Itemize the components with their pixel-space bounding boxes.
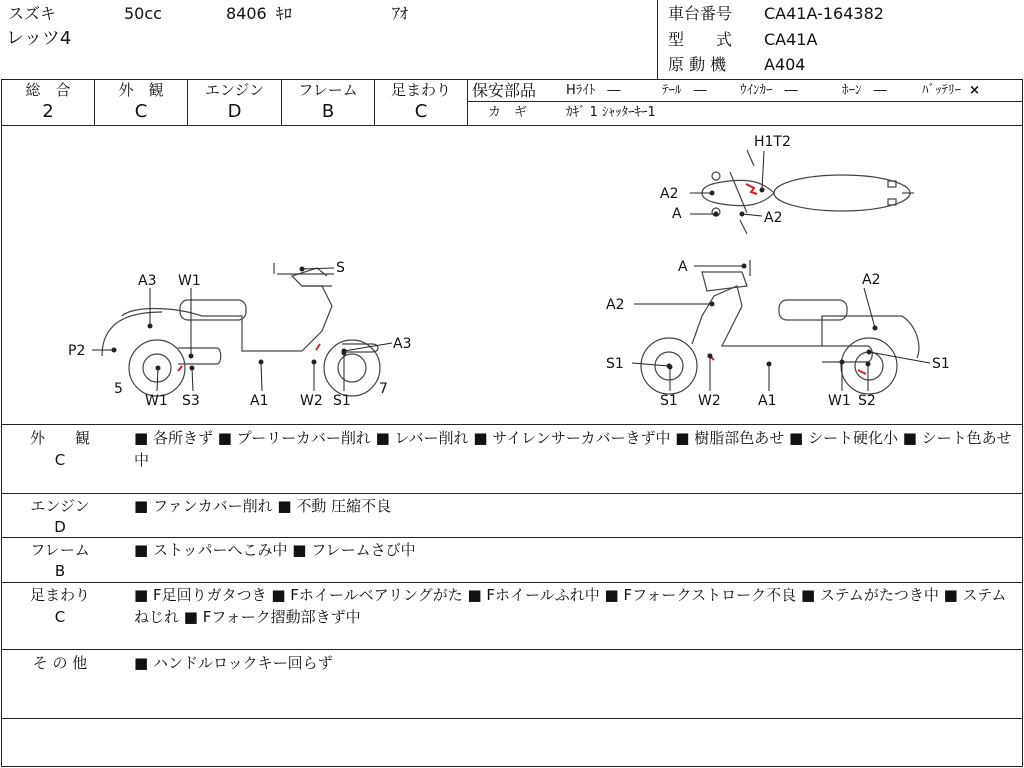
label-left-p2: P2 — [68, 343, 86, 359]
frame-no: CA41A-164382 — [764, 4, 884, 23]
mileage — [226, 4, 292, 24]
label-left-s1: S1 — [333, 393, 351, 409]
grade-engine-label: エンジン — [204, 81, 265, 99]
mileage-value: 8406 — [226, 4, 267, 23]
tail-label: ﾃｰﾙ — [662, 83, 682, 98]
key-value: ｶｷﾞ 1 ｼｬｯﾀｰｷｰ1 — [566, 105, 656, 120]
label-right-a2-top: A2 — [862, 272, 881, 288]
damage-diagram — [2, 126, 1022, 424]
note-divider-4 — [1, 649, 1023, 650]
mileage-unit: ｷﾛ — [275, 4, 292, 23]
frame-no-label: 車台番号 — [668, 4, 733, 23]
label-left-7: 7 — [379, 381, 388, 397]
label-right-a: A — [678, 259, 688, 275]
damage-mark-handle — [746, 184, 757, 194]
grade-frame-value: B — [321, 101, 335, 122]
grade-suspension-label: 足まわり — [390, 81, 451, 99]
label-top-a: A — [672, 206, 682, 222]
safety-mid-line — [467, 101, 1023, 102]
safety-winker — [740, 83, 798, 99]
grade-exterior-label: 外 観 — [118, 81, 164, 99]
type-value: CA41A — [764, 30, 818, 49]
headlight-label: Hﾗｲﾄ — [566, 83, 596, 98]
damage-mark-left-rear — [178, 366, 182, 371]
note-exterior-grade: C — [54, 451, 66, 469]
note-engine-grade: D — [54, 518, 66, 536]
safety-horn — [842, 83, 887, 99]
top-view-scooter — [702, 150, 914, 234]
horn-mark: ― — [873, 83, 887, 98]
diagram-bottom-line — [1, 424, 1023, 425]
label-left-w2: W2 — [300, 393, 323, 409]
grade-frame-label: フレーム — [298, 81, 358, 99]
color: ｱｵ — [392, 4, 409, 23]
label-left-a3-front: A3 — [393, 336, 412, 352]
grade-overall-value: 2 — [42, 101, 54, 122]
note-frame-text: ■ ストッパーへこみ中 ■ フレームさび中 — [134, 541, 416, 559]
note-other-text: ■ ハンドルロックキー回らず — [134, 654, 333, 672]
maker: スズキ — [8, 4, 57, 23]
note-exterior-text: ■ 各所きず ■ プーリーカバー削れ ■ レバー削れ ■ サイレンサーカバーきず中 ■ 樹脂部色あせ ■ シート硬化小 ■ シート色あせ中 — [134, 429, 1012, 469]
label-right-s1-left: S1 — [606, 356, 624, 372]
note-exterior-title: 外 観 — [29, 429, 90, 447]
label-top-a2-left: A2 — [660, 186, 679, 202]
grade-exterior-value: C — [134, 101, 148, 122]
label-right-a1: A1 — [758, 393, 777, 409]
model-name: レッツ4 — [6, 28, 72, 49]
note-divider-3 — [1, 582, 1023, 583]
engine-value: A404 — [764, 55, 806, 74]
damage-mark-left-front — [316, 344, 320, 350]
winker-mark: ― — [784, 83, 798, 98]
label-top-a2-right: A2 — [764, 210, 783, 226]
label-top-h1t2: H1T2 — [754, 134, 791, 150]
battery-label: ﾊﾞｯﾃﾘｰ — [922, 83, 961, 98]
note-frame-title: フレーム — [30, 541, 90, 559]
label-left-w1: W1 — [178, 273, 201, 289]
note-suspension-text: ■ F足回りガタつき ■ Fホイールベアリングがた ■ Fホイールふれ中 ■ Fフォークストローク不良 ■ ステムがたつき中 ■ ステムねじれ ■ Fフォーク摺動部きず中 — [134, 586, 1007, 626]
safety-headlight — [566, 83, 620, 99]
damage-mark-right-rear — [858, 370, 866, 374]
type-label: 型 式 — [668, 30, 733, 49]
label-right-s2: S2 — [858, 393, 876, 409]
label-right-s1-right: S1 — [932, 356, 950, 372]
safety-battery — [922, 83, 980, 99]
safety-tail — [662, 83, 707, 99]
displacement: 50cc — [124, 4, 162, 23]
battery-mark: × — [969, 83, 981, 98]
label-right-w2: W2 — [698, 393, 721, 409]
note-engine-title: エンジン — [30, 497, 90, 515]
note-divider-1 — [1, 493, 1023, 494]
label-left-s3: S3 — [182, 393, 200, 409]
label-right-w1: W1 — [828, 393, 851, 409]
headlight-mark: ― — [607, 83, 621, 98]
tail-mark: ― — [693, 83, 707, 98]
winker-label: ｳｲﾝｶｰ — [740, 83, 773, 98]
header-divider — [657, 0, 658, 79]
grade-engine-value: D — [227, 101, 242, 122]
grade-overall-label: 総 合 — [25, 81, 71, 99]
note-frame-grade: B — [54, 562, 66, 580]
label-left-5: 5 — [114, 381, 123, 397]
note-suspension-title: 足まわり — [29, 586, 90, 604]
label-left-a1: A1 — [250, 393, 269, 409]
note-suspension-grade: C — [54, 608, 66, 626]
grade-divider-5 — [467, 79, 468, 125]
label-right-a2: A2 — [606, 297, 625, 313]
engine-label: 原 動 機 — [668, 55, 727, 74]
label-left-s: S — [336, 260, 345, 276]
label-left-w1-bottom: W1 — [145, 393, 168, 409]
note-engine-text: ■ ファンカバー削れ ■ 不動 圧縮不良 — [134, 497, 392, 515]
horn-label: ﾎｰﾝ — [842, 83, 862, 98]
grade-suspension-value: C — [414, 101, 428, 122]
label-right-s1-bottom: S1 — [660, 393, 678, 409]
label-left-a3: A3 — [138, 273, 157, 289]
note-divider-5 — [1, 718, 1023, 719]
note-other-title: そ の 他 — [32, 654, 88, 672]
safety-title: 保安部品 — [472, 81, 537, 100]
key-label: カ ギ — [488, 105, 528, 120]
note-divider-2 — [1, 537, 1023, 538]
